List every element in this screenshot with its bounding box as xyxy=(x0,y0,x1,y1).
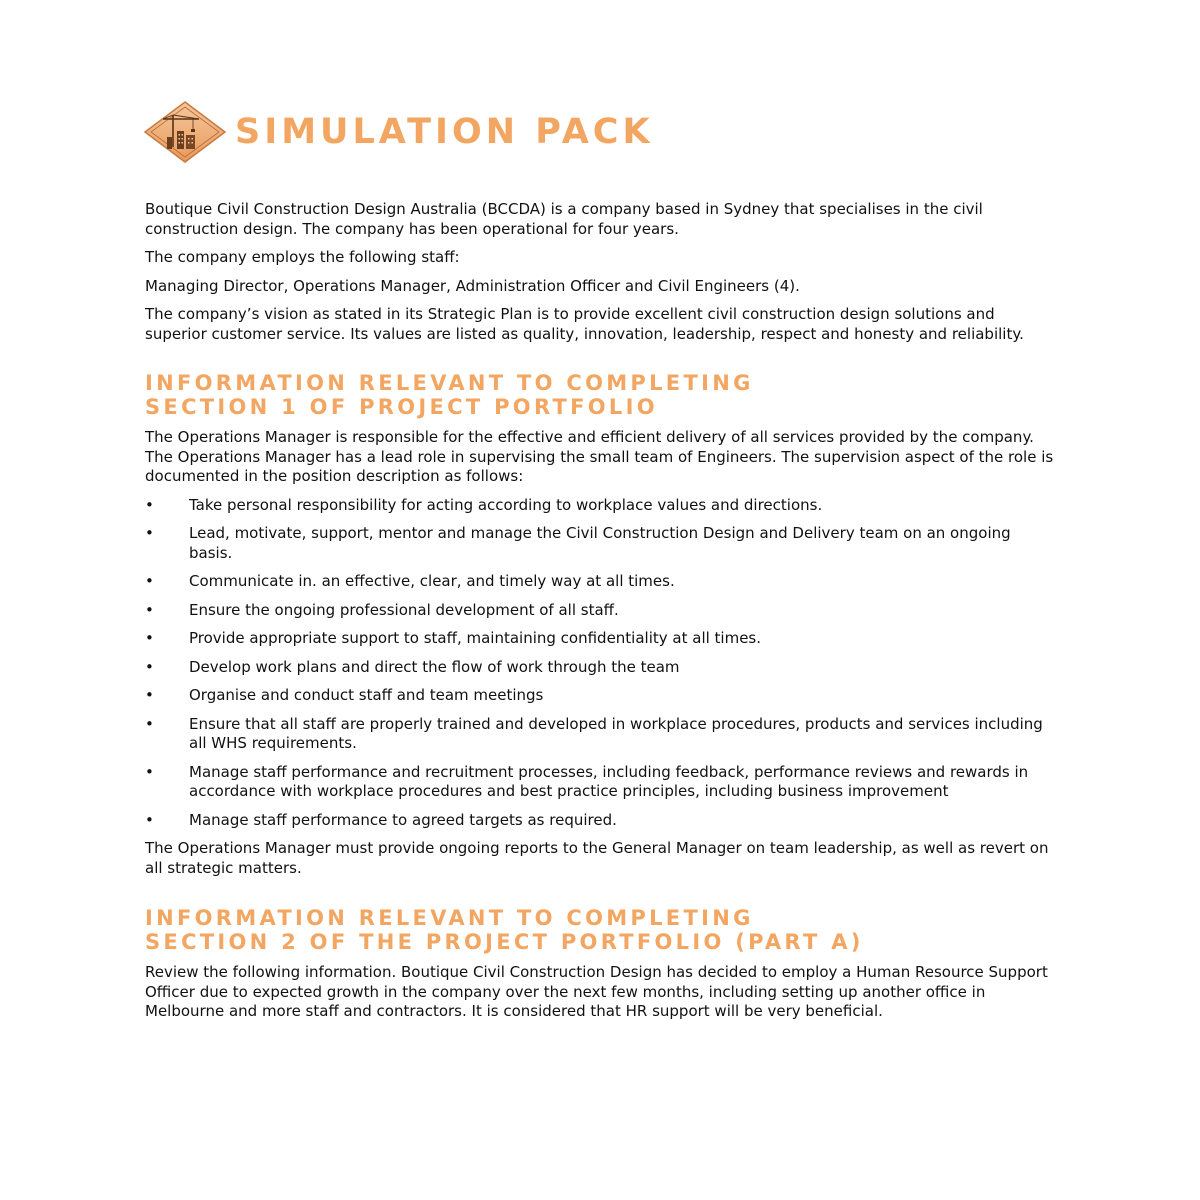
construction-crane-diamond-logo-icon xyxy=(143,101,227,163)
list-item xyxy=(145,601,1055,621)
list-item-text: Manage staff performance to agreed targets as required. xyxy=(189,810,617,829)
document-header xyxy=(143,100,1055,164)
section-2-intro-paragraph: Review the following information. Boutique Civil Construction Design has decided to employ a Human Resource Support Officer due to expected growth in the company over the next few months, including setting up another office in Melbourne and more staff and contractors. It is considered that HR support will be very beneficial. xyxy=(145,963,1048,1020)
list-item-text: Communicate in. an effective, clear, and timely way at all times. xyxy=(189,572,675,590)
list-item-text: Provide appropriate support to staff, maintaining confidentiality at all times. xyxy=(189,629,762,647)
section-1-heading-line-1: INFORMATION RELEVANT TO COMPLETING xyxy=(145,371,754,395)
list-item xyxy=(145,715,1055,754)
list-item xyxy=(145,686,1055,706)
document-title: SIMULATION PACK xyxy=(235,111,654,152)
document-page xyxy=(145,100,1055,1022)
list-item-text: Manage staff performance and recruitment processes, including feedback, performance reviews and rewards in accordance with workplace procedures and best practice principles, including business improvement xyxy=(189,762,1029,800)
list-item-text: Ensure the ongoing professional development of all staff. xyxy=(189,600,619,619)
section-1-intro-paragraph: The Operations Manager is responsible for the effective and efficient delivery of all services provided by the company. The Operations Manager has a lead role in supervising the small team of Engineers. The supervision aspect of the role is documented in the position description as follows: xyxy=(145,428,1054,485)
intro-paragraph-vision: The company’s vision as stated in its Strategic Plan is to provide excellent civil construction design solutions and superior customer service. Its values are listed as quality, innovation, leadership, respect and honesty and reliability. xyxy=(145,305,1024,343)
list-item-text: Develop work plans and direct the flow of work through the team xyxy=(189,657,680,676)
bullet-icon: • xyxy=(145,657,154,676)
list-item-text: Lead, motivate, support, mentor and manage the Civil Construction Design and Delivery team on an ongoing basis. xyxy=(189,524,1011,562)
list-item xyxy=(145,763,1055,802)
list-item xyxy=(145,496,1055,516)
section-1-closing-paragraph: The Operations Manager must provide ongoing reports to the General Manager on team leadership, as well as revert on all strategic matters. xyxy=(145,839,1049,877)
bullet-icon: • xyxy=(145,600,154,619)
bullet-icon: • xyxy=(145,629,154,647)
bullet-icon: • xyxy=(145,686,154,704)
list-item-text: Take personal responsibility for acting according to workplace values and directions. xyxy=(189,495,823,514)
list-item xyxy=(145,629,1055,649)
bullet-icon: • xyxy=(145,524,154,542)
bullet-icon: • xyxy=(145,762,154,781)
list-item xyxy=(145,524,1055,563)
list-item xyxy=(145,572,1055,592)
intro-paragraph-company: Boutique Civil Construction Design Australia (BCCDA) is a company based in Sydney that specialises in the civil construction design. The company has been operational for four years. xyxy=(145,200,983,238)
section-2-heading xyxy=(145,906,1055,954)
list-item-text: Ensure that all staff are properly trained and developed in workplace procedures, products and services including all WHS requirements. xyxy=(189,714,1043,752)
bullet-icon: • xyxy=(145,810,154,829)
bullet-icon: • xyxy=(145,714,154,733)
intro-paragraph-staff-list: Managing Director, Operations Manager, Administration Officer and Civil Engineers (4). xyxy=(145,276,800,295)
list-item-text: Organise and conduct staff and team meetings xyxy=(189,686,544,704)
section-2-heading-line-1: INFORMATION RELEVANT TO COMPLETING xyxy=(145,906,754,930)
section-2-heading-line-2: SECTION 2 OF THE PROJECT PORTFOLIO (PART A) xyxy=(145,930,864,954)
bullet-icon: • xyxy=(145,495,154,514)
section-1-heading-line-2: SECTION 1 OF PROJECT PORTFOLIO xyxy=(145,395,658,419)
bullet-icon: • xyxy=(145,572,154,590)
section-1-heading xyxy=(145,371,1055,419)
duties-list xyxy=(145,496,1055,831)
list-item xyxy=(145,811,1055,831)
list-item xyxy=(145,658,1055,678)
intro-paragraph-staff-lead: The company employs the following staff: xyxy=(145,248,460,266)
